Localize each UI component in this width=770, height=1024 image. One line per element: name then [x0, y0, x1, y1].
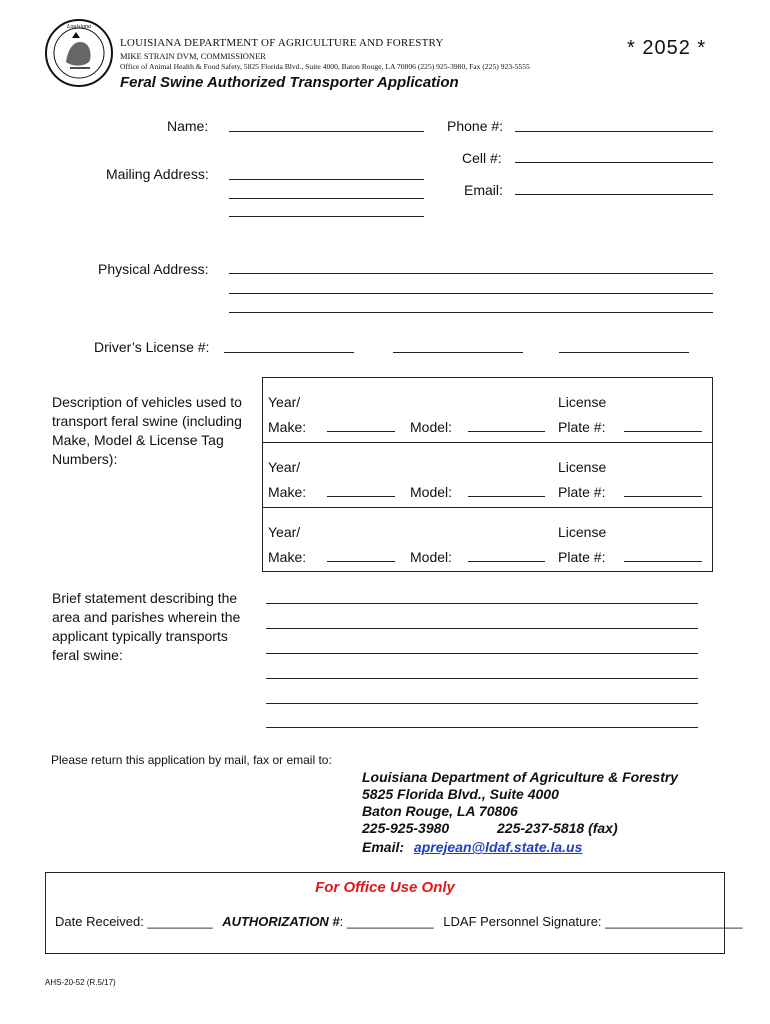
- return-email-label: Email:: [362, 839, 405, 855]
- commissioner-name: MIKE STRAIN DVM, COMMISSIONER: [120, 51, 266, 61]
- return-street: 5825 Florida Blvd., Suite 4000: [362, 786, 559, 802]
- year-label: Year/: [268, 394, 301, 410]
- return-org: Louisiana Department of Agriculture & Forestry: [362, 769, 679, 785]
- cell-field[interactable]: [515, 162, 713, 163]
- date-received-field[interactable]: Date Received: _________: [55, 914, 213, 929]
- make-field[interactable]: [327, 561, 395, 562]
- plate-field[interactable]: [624, 561, 702, 562]
- year-label: Year/: [268, 524, 301, 540]
- statement-line-6[interactable]: [266, 727, 698, 728]
- office-use-row: [55, 914, 743, 929]
- year-label: Year/: [268, 459, 301, 475]
- mailing-address-line-1[interactable]: [229, 179, 424, 180]
- plate-label: Plate #:: [558, 484, 606, 500]
- drivers-license-field-1[interactable]: [224, 352, 354, 353]
- phone-label: Phone #:: [447, 118, 504, 134]
- authorization-label: AUTHORIZATION #: [222, 914, 340, 929]
- office-use-title: For Office Use Only: [315, 879, 455, 896]
- authorization-field[interactable]: : ____________: [339, 914, 434, 929]
- statement-line-1[interactable]: [266, 603, 698, 604]
- drivers-license-label: Driver’s License #:: [94, 339, 210, 355]
- statement-line-2[interactable]: [266, 628, 698, 629]
- return-phone: 225-925-3980: [362, 820, 450, 836]
- name-label: Name:: [167, 118, 209, 134]
- return-email-row: [362, 839, 582, 855]
- make-label: Make:: [268, 549, 307, 565]
- model-field[interactable]: [468, 496, 545, 497]
- physical-address-label: Physical Address:: [98, 261, 209, 277]
- make-field[interactable]: [327, 431, 395, 432]
- mailing-address-line-2[interactable]: [229, 198, 424, 199]
- agency-name: LOUISIANA DEPARTMENT OF AGRICULTURE AND FORESTRY: [120, 37, 444, 49]
- return-fax: 225-237-5818 (fax): [497, 820, 618, 836]
- drivers-license-field-2[interactable]: [393, 352, 523, 353]
- form-footer-code: AHS-20-52 (R.5/17): [45, 978, 116, 987]
- plate-label: Plate #:: [558, 419, 606, 435]
- phone-field[interactable]: [515, 131, 713, 132]
- license-label: License: [558, 394, 607, 410]
- statement-line-4[interactable]: [266, 678, 698, 679]
- mailing-address-label: Mailing Address:: [106, 166, 209, 182]
- department-seal: [44, 18, 114, 88]
- model-label: Model:: [410, 484, 453, 500]
- vehicle-description-label: Description of vehicles used to transport feral swine (including Make, Model & License Tag Numbers):: [52, 394, 242, 467]
- return-instructions: Please return this application by mail, fax or email to:: [51, 753, 332, 767]
- personnel-signature-field[interactable]: LDAF Personnel Signature: ___________________: [443, 914, 743, 929]
- physical-address-line-2[interactable]: [229, 293, 713, 294]
- license-label: License: [558, 459, 607, 475]
- model-field[interactable]: [468, 431, 545, 432]
- statement-line-5[interactable]: [266, 703, 698, 704]
- drivers-license-field-3[interactable]: [559, 352, 689, 353]
- license-label: License: [558, 524, 607, 540]
- model-field[interactable]: [468, 561, 545, 562]
- vehicle-row-divider: [262, 507, 713, 508]
- name-field[interactable]: [229, 131, 424, 132]
- return-city: Baton Rouge, LA 70806: [362, 803, 518, 819]
- mailing-address-line-3[interactable]: [229, 216, 424, 217]
- vehicle-table: [262, 377, 713, 572]
- make-label: Make:: [268, 484, 307, 500]
- cell-label: Cell #:: [462, 150, 502, 166]
- email-field[interactable]: [515, 194, 713, 195]
- plate-field[interactable]: [624, 496, 702, 497]
- office-address: Office of Animal Health & Food Safety, 5825 Florida Blvd., Suite 4000, Baton Rouge, LA 70806 (225) 925-3980, Fax (225) 923-5555: [120, 62, 530, 71]
- email-label: Email:: [464, 182, 503, 198]
- physical-address-line-3[interactable]: [229, 312, 713, 313]
- return-email-link[interactable]: aprejean@ldaf.state.la.us: [413, 839, 583, 855]
- form-code: * 2052 *: [627, 37, 707, 59]
- model-label: Model:: [410, 549, 453, 565]
- vehicle-row-divider: [262, 442, 713, 443]
- seal-text: Louisiana: [66, 24, 92, 30]
- statement-line-3[interactable]: [266, 653, 698, 654]
- model-label: Model:: [410, 419, 453, 435]
- form-title: Feral Swine Authorized Transporter Application: [120, 74, 459, 91]
- physical-address-line-1[interactable]: [229, 273, 713, 274]
- statement-label: Brief statement describing the area and parishes wherein the applicant typically transports feral swine:: [52, 590, 241, 663]
- make-field[interactable]: [327, 496, 395, 497]
- make-label: Make:: [268, 419, 307, 435]
- plate-field[interactable]: [624, 431, 702, 432]
- plate-label: Plate #:: [558, 549, 606, 565]
